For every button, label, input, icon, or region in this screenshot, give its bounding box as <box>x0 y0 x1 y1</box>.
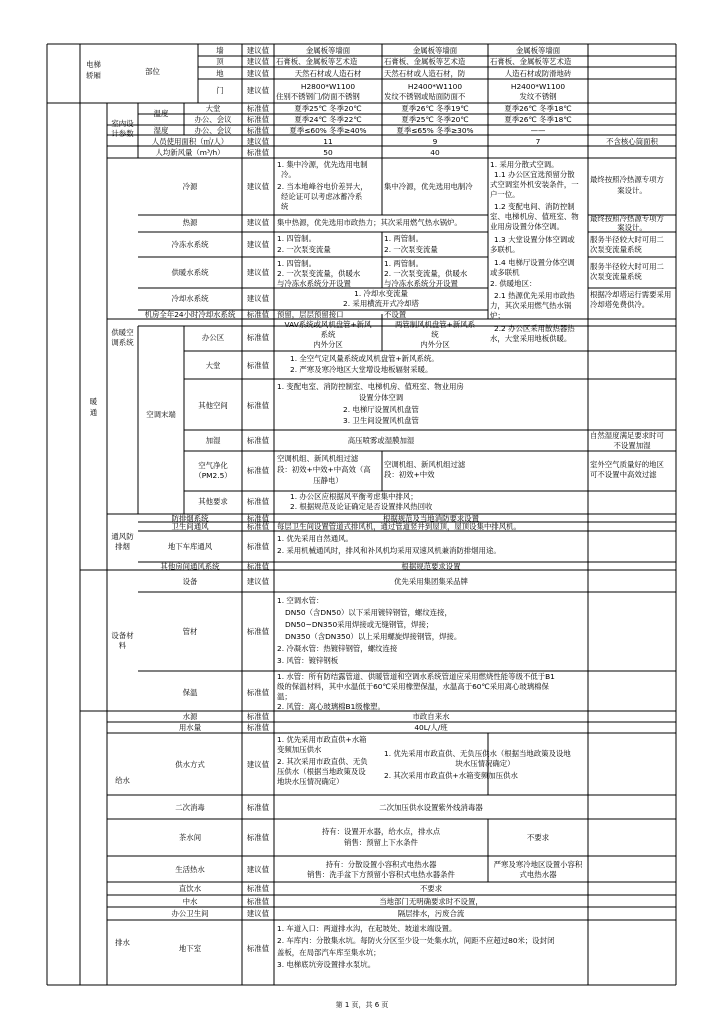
water-supply-label: 给水 <box>115 776 130 785</box>
cell: 段：初效+中效 <box>384 470 435 479</box>
cell: 经论证可以考虑冰蓄冷系 <box>281 192 363 201</box>
cell: 建议值 <box>246 577 270 586</box>
cell: 优先采用集团集采品牌 <box>394 577 468 586</box>
cell: 2. 一次泵变流量，供暖水 <box>277 269 361 278</box>
cell: 建议值 <box>246 69 270 78</box>
cell: 其他空间 <box>198 401 228 410</box>
ac-note: 多联机。 <box>490 245 520 254</box>
cell: 预留，层层预留接口 <box>277 310 344 319</box>
cell: 标准值 <box>246 497 270 506</box>
cell: 根据冷却塔运行需要采用 <box>590 290 672 299</box>
cell: 1. 水管：所有防结露管道、供暖管道和空调水系统管道应采用燃烧性能等级不低于B1 <box>277 672 555 681</box>
cell: 办公、会议 <box>194 126 232 135</box>
cell: 标准值 <box>246 148 270 157</box>
cell: 与冷冻水系统分开设置 <box>384 279 458 288</box>
cell: 最终按照冷热源专项方 <box>590 214 664 223</box>
cell: 标准值 <box>246 514 270 523</box>
cell: 直饮水 <box>178 884 202 893</box>
cell: 标准值 <box>246 522 270 531</box>
cell: 2. 采用横流开式冷却塔 <box>343 299 419 308</box>
cell: DN50~DN350采用焊接或无缝钢管，焊接； <box>285 620 434 629</box>
cell: 空调机组、新风机组过滤 <box>384 460 466 469</box>
cell: 夏季≤60% 冬季≥40% <box>289 126 367 135</box>
cell: H2400*W1100 <box>510 82 566 91</box>
cell: 2. 根据规范及论证确定是否设置排风热回收 <box>290 502 433 511</box>
cell: 石膏板、金属板等艺术造 <box>490 57 572 66</box>
cell: 金属板等墙面 <box>515 46 561 55</box>
ac-note: 2.2 办公区采用散热器热 <box>494 324 575 333</box>
cell: 1. 变配电室、消防控制室、电梯机房、值班室、物业用房 <box>277 382 464 391</box>
cell: DN50（含DN50）以下采用镀锌钢管，螺纹连接， <box>285 608 452 617</box>
cell: 卫生间通风 <box>171 522 209 531</box>
cell: 2. 一次泵变流量 <box>384 245 438 254</box>
cell: 墙 <box>216 46 224 55</box>
cell: 建议值 <box>246 182 270 191</box>
page-footer: 第 1 页，共 6 页 <box>335 1001 389 1009</box>
cell: 标准值 <box>246 115 270 124</box>
cell: 水源 <box>182 712 198 721</box>
cell: 金属板等墙面 <box>412 46 458 55</box>
cell: 盖板，在局部汽车库至集水坑； <box>277 948 381 957</box>
cell: 办公区 <box>201 333 225 342</box>
cell: 设备 <box>182 577 198 586</box>
cell: 2. 其次采用市政直供+水箱变频加压供水 <box>384 771 518 780</box>
cell: 次泵变流量系统 <box>590 245 642 254</box>
cell: 夏季26℃ 冬季18℃ <box>504 104 572 113</box>
cell: 建议值 <box>246 909 270 918</box>
cell: 中水 <box>182 897 198 906</box>
cell: 不设置加湿 <box>613 441 651 450</box>
section-elevator-line2: 轿厢 <box>86 71 101 80</box>
cell: 温度 <box>153 109 169 118</box>
ac-note: 1.3 大堂设置分体空调或 <box>494 235 575 244</box>
cell: 发纹不锈钢 <box>519 92 557 101</box>
cell: 标准值 <box>246 884 270 893</box>
cell: 2. 冷凝水管：热镀锌钢管，螺纹连接 <box>277 644 398 653</box>
cell: 不要求 <box>526 833 550 842</box>
air-terminal-label: 空调末端 <box>146 410 176 419</box>
cell: 标准值 <box>246 688 270 697</box>
cell: 建议值 <box>246 137 270 146</box>
cell: 1. 全空气定风量系统或风机盘管+新风系统。 <box>290 354 439 363</box>
cell: 1. 四管制。 <box>277 234 316 243</box>
cell: 标准值 <box>246 803 270 812</box>
cell: H2400*W1100 <box>407 82 463 91</box>
cell: 夏季26℃ 冬季19℃ <box>401 104 469 113</box>
cell: 服务半径较大时可用二 <box>590 235 664 244</box>
cell: 标准值 <box>246 401 270 410</box>
cell: 1. 车道入口：两道排水沟，在起坡处、坡道末端设置。 <box>277 924 457 933</box>
cell: 建议值 <box>246 240 270 249</box>
cell: 室外空气质量好的地区 <box>590 460 664 469</box>
cell: 建议值 <box>246 46 270 55</box>
cell: 住别不锈钢门/防面不锈钢 <box>276 92 360 101</box>
cell: 销售：预留上下水条件 <box>344 838 418 847</box>
cell: 地块水压情况确定） <box>277 777 344 786</box>
cell: 内外分区 <box>313 340 343 349</box>
cell: 保温 <box>182 688 198 697</box>
cell: 不含核心筒面积 <box>606 137 658 146</box>
cell: 标准值 <box>246 310 270 319</box>
cell: 地下车库通风 <box>167 542 213 551</box>
cell: 建议值 <box>246 268 270 277</box>
cell: 供水方式 <box>175 760 205 769</box>
cell: 自然湿度满足要求时可 <box>590 431 664 440</box>
ac-note: 炉； <box>490 311 505 320</box>
cell: 人均新风量（m³/h） <box>155 148 225 157</box>
cell: 空气净化 <box>198 461 228 470</box>
cell: 标准值 <box>246 712 270 721</box>
cell: 标准值 <box>246 897 270 906</box>
cell: 案设计。 <box>617 223 647 232</box>
cell: 严寒及寒冷地区设置小容积 <box>493 860 583 869</box>
cell: 夏季25℃ 冬季20℃ <box>294 104 362 113</box>
cell: 标准值 <box>246 333 270 342</box>
cell: （PM2.5） <box>194 471 232 480</box>
hvac-system-label-1: 供暖空 <box>111 328 134 337</box>
cell: 压供水（根据当地政策及设 <box>277 767 366 776</box>
cell: 冷冻水系统 <box>171 240 209 249</box>
cell: 办公、会议 <box>194 115 232 124</box>
cell: 1. 优先采用自然通风。 <box>277 534 353 543</box>
cell: 级的保温材料，其中水温低于60℃采用橡塑保温，水温高于60℃采用离心玻璃棉保 <box>277 682 549 691</box>
cell: 变频加压供水 <box>277 745 322 754</box>
ac-note: 业用房设置分体空调。 <box>490 222 564 231</box>
cell: 标准值 <box>246 436 270 445</box>
cell: 冷。 <box>281 170 296 179</box>
cell: 2. 严寒及寒冷地区大堂增设地板辐射采暖。 <box>290 365 433 374</box>
cell: 7 <box>535 137 541 146</box>
cell: 地下室 <box>178 944 202 953</box>
cell: H2800*W1100 <box>300 82 356 91</box>
cell: 1. 冷却水变流量 <box>354 289 408 298</box>
cell: 标准值 <box>246 126 270 135</box>
cell: 1. 优先采用市政直供、无负压供水（根据当地政策及设地 <box>384 749 571 758</box>
cell: 茶水间 <box>178 833 202 842</box>
cell: 建议值 <box>246 86 270 95</box>
cell: 地 <box>216 69 224 78</box>
cell: 可不设置中高效过滤 <box>590 470 657 479</box>
cell: 发纹不锈钢或贴面防面不 <box>384 92 466 101</box>
cell: 与冷冻水系统分开设置 <box>277 279 351 288</box>
cell: 建议值 <box>246 294 270 303</box>
section-hvac-line2: 通 <box>89 408 98 417</box>
drainage-label: 排水 <box>115 938 130 947</box>
cell: 3. 卫生间设置风机盘管 <box>343 416 419 425</box>
cell: 块水压情况确定） <box>455 759 515 768</box>
cell: 持有：设置开水器，给水点，排水点 <box>321 827 441 836</box>
cell: 供暖水系统 <box>171 268 209 277</box>
vent-label-1: 通风防 <box>111 532 134 541</box>
cell: 建议值 <box>246 57 270 66</box>
cell: 防排烟系统 <box>171 514 209 523</box>
cell: 标准值 <box>246 542 270 551</box>
cell: 石膏板、金属板等艺术造 <box>276 57 358 66</box>
section-elevator-line1: 电梯 <box>86 60 101 69</box>
cell: 每层卫生间设置管道式排风机，通过管道竖井到屋顶，屋顶设集中排风机。 <box>277 522 521 531</box>
cell: 夏季24℃ 冬季22℃ <box>294 115 362 124</box>
cell: 门 <box>216 86 224 95</box>
ac-note: 室、电梯机房、值班室、物 <box>490 212 579 221</box>
cell: 隔层排水，污废合流 <box>397 909 465 918</box>
cell: 夏季26℃ 冬季18℃ <box>504 115 572 124</box>
cell: 当地部门无明确要求时不设置， <box>379 897 483 906</box>
indoor-design-label-2: 计参数 <box>111 129 134 138</box>
cell: 2. 电梯厅设置风机盘管 <box>343 405 419 414</box>
cell: 服务半径较大时可用二 <box>590 262 664 271</box>
cell: 二次消毒 <box>175 803 205 812</box>
cell: 人员使用面积（㎡/人） <box>151 137 229 146</box>
vent-label-2: 排烟 <box>115 542 130 551</box>
ac-note: 2. 供暖地区： <box>490 279 537 288</box>
cell: 根据规范要求设置 <box>401 562 461 571</box>
cell: 2. 一次泵变流量 <box>277 245 331 254</box>
cell: 3. 电梯底坑旁设置排水泵坑。 <box>277 960 376 969</box>
cell: 标准值 <box>246 627 270 636</box>
cell: 统 <box>431 330 439 339</box>
cell: 2. 风管：离心玻璃棉B1级橡塑。 <box>277 702 385 711</box>
cell: —— <box>530 126 546 135</box>
cell: 机房全年24小时冷却水系统 <box>144 310 236 319</box>
cell: 建议值 <box>246 760 270 769</box>
ac-note: 1. 采用分散式空调。 <box>490 160 559 169</box>
cell: 1. 办公区应根据风平衡考虑集中排风； <box>290 492 418 501</box>
cell: 50 <box>323 148 333 157</box>
cell: 标准值 <box>246 104 270 113</box>
cell: 段：初效+中效+中高效（高 <box>277 465 371 474</box>
cell: 2. 当本地峰谷电价差异大， <box>277 182 368 191</box>
cell: 9 <box>432 137 438 146</box>
cell: 办公卫生间 <box>171 909 209 918</box>
cell: 生活热水 <box>175 865 205 874</box>
cell: 建议值 <box>246 865 270 874</box>
cell: 市政自来水 <box>412 712 450 721</box>
section-hvac-line1: 暖 <box>89 397 98 406</box>
cell: 2. 车库内：分散集水坑。每防火分区至少设一处集水坑，间距不应超过80米；设封闭 <box>277 936 555 945</box>
cell: 标准值 <box>246 723 270 732</box>
ac-note: 1.2 变配电间、消防控制 <box>494 202 575 211</box>
ac-note: 2.1 热源优先采用市政热 <box>494 291 575 300</box>
cell: 人造石材或防滑地砖 <box>504 69 572 78</box>
cell: 天然石材或人造石材 <box>294 69 362 78</box>
cell: 3. 风管：镀锌钢板 <box>277 656 339 665</box>
ac-note: 1.4 电梯厅设置分体空调 <box>494 258 575 267</box>
ac-note: 1.1 办公区宜选预留分散 <box>494 170 575 179</box>
cell: 1. 两管制。 <box>384 234 423 243</box>
cell: 压静电） <box>313 476 343 485</box>
cell: 其他要求 <box>198 497 228 506</box>
cell: 其他房间通风系统 <box>160 562 220 571</box>
cell: 40 <box>430 148 440 157</box>
cell: 金属板等墙面 <box>305 46 351 55</box>
equip-label-2: 料 <box>118 641 127 650</box>
cell: 标准值 <box>246 466 270 475</box>
cell: 石膏板、金属板等艺术造 <box>384 57 466 66</box>
cell: 标准值 <box>246 944 270 953</box>
cell: 湿度 <box>153 126 169 135</box>
cell: 大堂 <box>205 361 221 370</box>
cell: 统 <box>281 202 289 211</box>
ac-note: 式空调室外机安装条件，一 <box>490 180 579 189</box>
cell: 加湿 <box>205 436 221 445</box>
cell: 1. 四管制。 <box>277 259 316 268</box>
equip-label-1: 设备材 <box>111 631 134 640</box>
cell: 系统 <box>320 330 336 339</box>
cell: 顶 <box>216 57 224 66</box>
cell: 不要求 <box>419 884 443 893</box>
cell: 集中热源，优先选用市政热力；其次采用燃气热水锅炉。 <box>277 218 462 227</box>
cell: 内外分区 <box>420 340 450 349</box>
cell: 设置分体空调 <box>358 393 404 402</box>
cell: 管材 <box>182 627 198 636</box>
cell: 式电热水器 <box>519 870 557 879</box>
cell: 标准值 <box>246 361 270 370</box>
cell: 持有：分散设置小容积式电热水器 <box>325 860 437 869</box>
cell: 次泵变流量系统 <box>590 272 642 281</box>
part-label: 部位 <box>145 67 160 76</box>
cell: 用水量 <box>178 723 202 732</box>
indoor-design-label-1: 室内设 <box>111 119 134 128</box>
cell: 冷源 <box>182 182 198 191</box>
cell: 温； <box>277 692 292 701</box>
ac-note: 力，其次采用燃气热水锅 <box>490 301 572 310</box>
cell: 11 <box>323 137 333 146</box>
cell: 1. 两管制。 <box>384 259 423 268</box>
ac-note: 或多联机 <box>490 268 520 277</box>
cell: VAV系统或风机盘管+新风 <box>284 320 372 329</box>
cell: 1. 空调水管： <box>277 596 324 605</box>
cell: 40L/人/班 <box>414 723 448 732</box>
hvac-system-label-2: 调系统 <box>111 338 134 347</box>
ac-note: 户一位。 <box>490 190 520 199</box>
cell: 案设计。 <box>617 186 647 195</box>
cell: 最终按照冷热源专项方 <box>590 175 664 184</box>
cell: 标准值 <box>246 833 270 842</box>
cell: 建议值 <box>246 218 270 227</box>
ac-note: 水，大堂采用地板供暖。 <box>490 334 572 343</box>
cell: 夏季≤65% 冬季≥30% <box>396 126 474 135</box>
cell: 标准值 <box>246 562 270 571</box>
cell: DN350（含DN350）以上采用螺旋焊接钢管，焊接。 <box>285 632 462 641</box>
cell: 热源 <box>182 218 198 227</box>
cell: 销售：洗手盆下方预留小容积式电热水器条件 <box>307 870 455 879</box>
cell: 冷却水系统 <box>171 294 209 303</box>
cell: 2. 采用机械通风时，排风和补风机均采用双速风机兼消防排烟用途。 <box>277 546 501 555</box>
cell: 2. 一次泵变流量，供暖水 <box>384 269 468 278</box>
cell: 不设置 <box>384 310 407 319</box>
cell: 1. 集中冷源，优先选用电制 <box>277 160 368 169</box>
cell: 两管制风机盘管+新风系 <box>394 320 476 329</box>
cell: 2. 其次采用市政直供、无负 <box>277 757 368 766</box>
cell: 夏季25℃ 冬季20℃ <box>401 115 469 124</box>
cell: 大堂 <box>205 104 221 113</box>
cell: 根据规范及当地消防要求设置 <box>382 514 480 523</box>
cell: 天然石材或人造石材，防 <box>384 69 466 78</box>
cell: 冷却塔免费供冷。 <box>590 300 650 309</box>
cell: 空调机组、新风机组过滤 <box>277 454 359 463</box>
cell: 二次加压供水设置紫外线消毒器 <box>379 803 483 812</box>
cell: 集中冷源，优先选用电制冷 <box>384 182 473 191</box>
cell: 高压喷雾或湿膜加湿 <box>347 436 415 445</box>
cell: 1. 优先采用市政直供+水箱 <box>277 735 367 744</box>
